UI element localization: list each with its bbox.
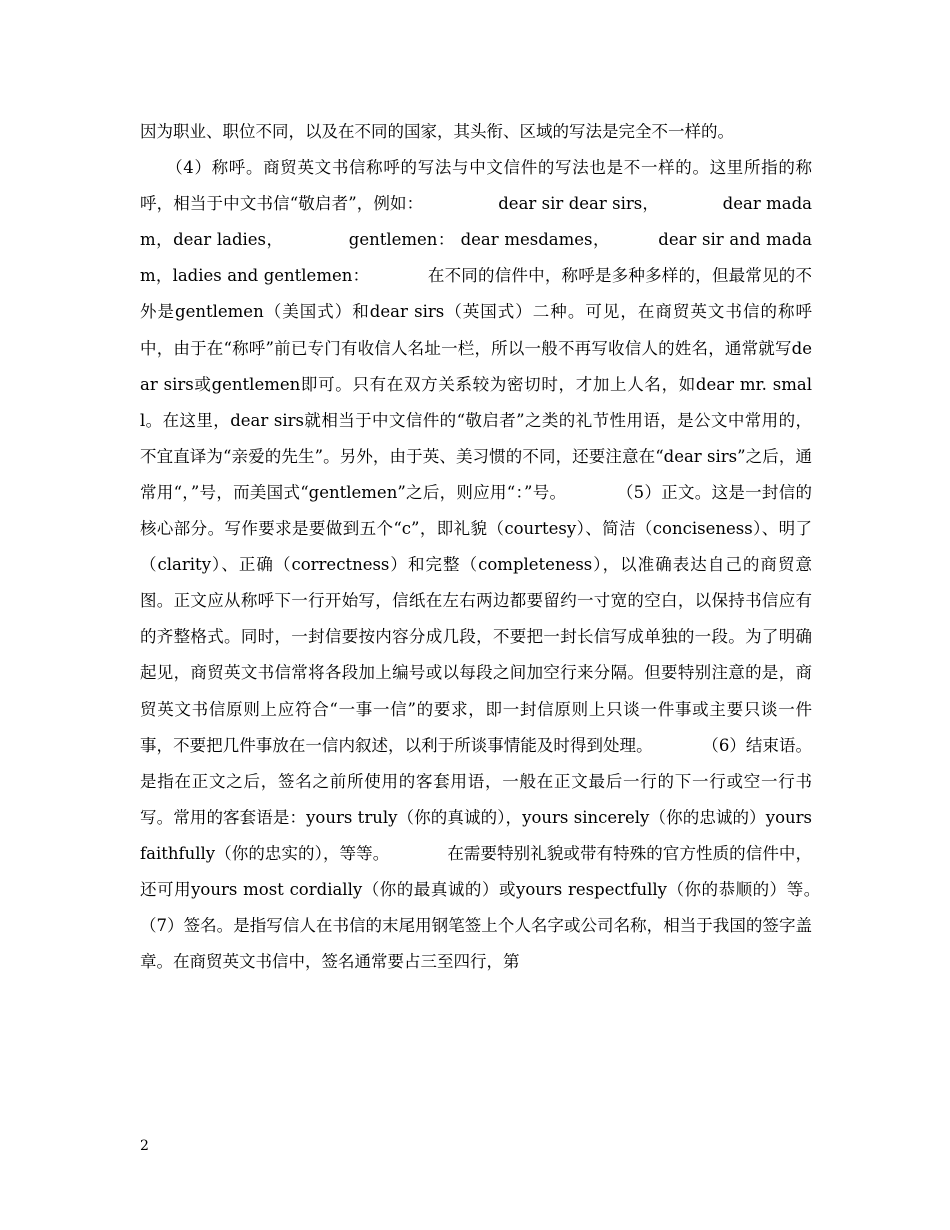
paragraph-salutation-body-closing-signature: （4）称呼。商贸英文书信称呼的写法与中文信件的写法也是不一样的。这里所指的称呼，相当于中文书信“敬启者”，例如： dear sir dear sirs， dear madam，dear ladies， gentlemen： dear mesdames， dear sir and madam，ladies and gentlemen： 在不同的信件中，称呼是多种多样的，但最常见的不外是gentlemen（美国式）和dear sirs（英国式）二种。可见，在商贸英文书信的称呼中，由于在“称呼”前已专门有收信人名址一栏，所以一般不再写收信人的姓名，通常就写dear sirs或gentlemen即可。只有在双方关系较为密切时，才加上人名，如dear mr. small。在这里，dear sirs就相当于中文信件的“敬启者”之类的礼节性用语，是公文中常用的，不宜直译为“亲爱的先生”。另外，由于英、美习惯的不同，还要注意在“dear sirs”之后，通常用“，”号，而美国式“gentlemen”之后，则应用“：”号。 （5）正文。这是一封信的核心部分。写作要求是要做到五个“c”，即礼貌（courtesy）、简洁（conciseness）、明了（clarity）、正确（correctness）和完整（completeness），以准确表达自己的商贸意图。正文应从称呼下一行开始写，信纸在左右两边都要留约一寸宽的空白，以保持书信应有的齐整格式。同时，一封信要按内容分成几段，不要把一封长信写成单独的一段。为了明确起见，商贸英文书信常将各段加上编号或以每段之间加空行来分隔。但要特别注意的是，商贸英文书信原则上应符合“一事一信”的要求，即一封信原则上只谈一件事或主要只谈一件事，不要把几件事放在一信内叙述，以利于所谈事情能及时得到处理。 （6）结束语。是指在正文之后，签名之前所使用的客套用语，一般在正文最后一行的下一行或空一行书写。常用的客套语是：yours truly（你的真诚的），yours sincerely（你的忠诚的）yours faithfully（你的忠实的），等等。 在需要特别礼貌或带有特殊的官方性质的信件中，还可用yours most cordially（你的最真诚的）或yours respectfully（你的恭顺的）等。 （7）签名。是指写信人在书信的末尾用钢笔签上个人名字或公司名称，相当于我国的签字盖章。在商贸英文书信中，签名通常要占三至四行，第 xyxy=(140,158,878,972)
page-number: 2 xyxy=(140,1138,149,1154)
body-text xyxy=(140,114,878,980)
paragraph-title-continuation: 因为职业、职位不同，以及在不同的国家，其头衔、区域的写法是完全不一样的。 xyxy=(140,122,734,141)
